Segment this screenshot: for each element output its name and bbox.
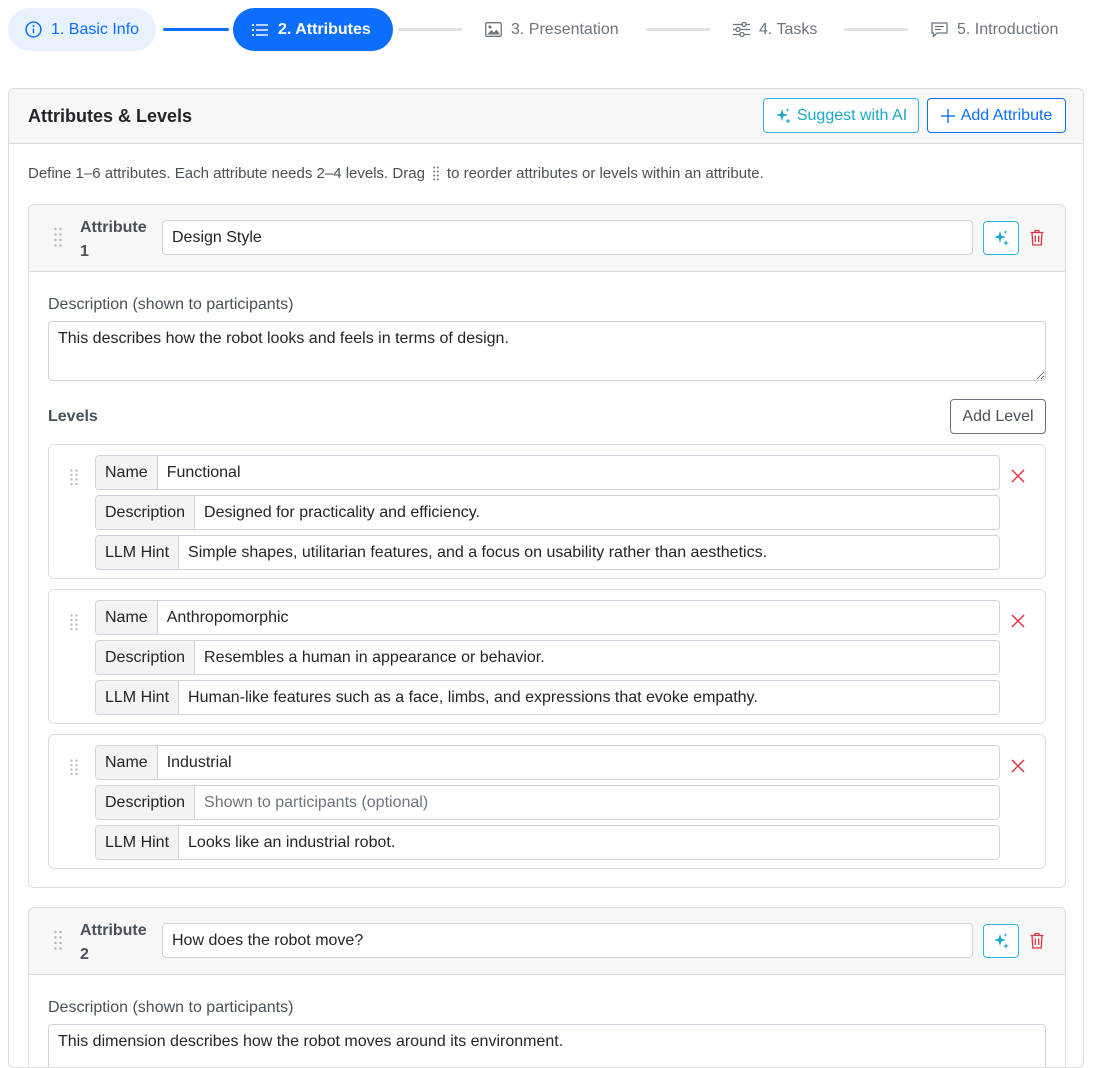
attribute-header — [29, 908, 1065, 975]
level-name-label: Name — [96, 601, 158, 634]
attribute-card — [28, 907, 1066, 1068]
chat-icon — [930, 21, 948, 39]
step-connector — [844, 28, 908, 31]
close-icon — [1011, 614, 1025, 628]
level-card — [48, 589, 1046, 724]
step-label: 4. Tasks — [759, 20, 818, 38]
step-attributes[interactable] — [233, 8, 393, 51]
level-name-group — [95, 600, 1000, 635]
level-name-input[interactable] — [158, 456, 999, 489]
sparkle-icon — [993, 230, 1009, 246]
add-attribute-button[interactable] — [927, 98, 1066, 133]
levels-label: Levels — [48, 408, 98, 425]
attribute-ai-suggest-button[interactable] — [983, 924, 1019, 958]
level-description-label: Description — [96, 496, 195, 529]
step-connector — [398, 28, 462, 31]
level-hint-input[interactable] — [179, 826, 999, 859]
image-icon — [484, 21, 502, 39]
level-hint-label: LLM Hint — [96, 826, 179, 859]
remove-level-button[interactable] — [1009, 467, 1027, 485]
trash-icon — [1030, 229, 1044, 246]
level-description-label: Description — [96, 641, 195, 674]
description-label: Description (shown to participants) — [48, 999, 294, 1016]
step-label: 2. Attributes — [278, 20, 371, 38]
sliders-icon — [732, 21, 750, 39]
level-card — [48, 734, 1046, 869]
level-description-input[interactable] — [195, 496, 999, 529]
level-description-label: Description — [96, 786, 195, 819]
sparkle-icon — [993, 933, 1009, 949]
drag-handle-icon[interactable] — [70, 759, 78, 775]
level-description-input[interactable] — [195, 786, 999, 819]
trash-icon — [1030, 932, 1044, 949]
level-hint-group — [95, 680, 1000, 715]
level-description-group — [95, 785, 1000, 820]
attribute-label: Attribute 2 — [80, 922, 147, 963]
level-hint-label: LLM Hint — [96, 536, 179, 569]
level-name-label: Name — [96, 456, 158, 489]
attributes-card — [8, 88, 1084, 1068]
step-basic-info[interactable] — [8, 8, 156, 51]
level-name-group — [95, 455, 1000, 490]
plus-icon — [941, 109, 955, 123]
list-icon — [251, 21, 269, 39]
grip-icon — [433, 166, 439, 181]
step-introduction[interactable] — [926, 8, 1062, 51]
close-icon — [1011, 759, 1025, 773]
step-connector — [163, 28, 229, 31]
delete-attribute-button[interactable] — [1028, 930, 1046, 950]
description-label: Description (shown to participants) — [48, 296, 294, 313]
level-name-input[interactable] — [158, 601, 999, 634]
attribute-description-input[interactable] — [48, 321, 1046, 381]
suggest-with-ai-button[interactable] — [763, 98, 919, 133]
info-icon — [24, 21, 42, 39]
remove-level-button[interactable] — [1009, 612, 1027, 630]
close-icon — [1011, 469, 1025, 483]
attribute-name-input[interactable] — [162, 923, 973, 958]
button-label: Suggest with AI — [796, 106, 908, 124]
level-hint-input[interactable] — [179, 536, 999, 569]
attribute-card — [28, 204, 1066, 888]
level-hint-input[interactable] — [179, 681, 999, 714]
level-name-group — [95, 745, 1000, 780]
level-hint-group — [95, 535, 1000, 570]
wizard-stepper — [8, 8, 1088, 52]
attribute-ai-suggest-button[interactable] — [983, 221, 1019, 255]
delete-attribute-button[interactable] — [1028, 227, 1046, 247]
card-header — [9, 89, 1083, 144]
help-text: Define 1–6 attributes. Each attribute needs 2–4 levels. Drag to reorder attributes or levels within an attribute. — [28, 165, 764, 182]
attribute-name-input[interactable] — [162, 220, 973, 255]
step-connector — [646, 28, 710, 31]
remove-level-button[interactable] — [1009, 757, 1027, 775]
attribute-description-input[interactable] — [48, 1024, 1046, 1068]
step-label: 5. Introduction — [957, 20, 1059, 38]
level-name-label: Name — [96, 746, 158, 779]
level-description-group — [95, 640, 1000, 675]
level-hint-group — [95, 825, 1000, 860]
drag-handle-icon[interactable] — [54, 930, 62, 952]
level-name-input[interactable] — [158, 746, 999, 779]
step-presentation[interactable] — [480, 8, 623, 51]
button-label: Add Attribute — [960, 106, 1053, 124]
level-hint-label: LLM Hint — [96, 681, 179, 714]
level-description-input[interactable] — [195, 641, 999, 674]
level-card — [48, 444, 1046, 579]
drag-handle-icon[interactable] — [54, 227, 62, 249]
drag-handle-icon[interactable] — [70, 469, 78, 485]
drag-handle-icon[interactable] — [70, 614, 78, 630]
step-label: 3. Presentation — [511, 20, 619, 38]
step-tasks[interactable] — [728, 8, 821, 51]
attribute-label: Attribute 1 — [80, 219, 147, 260]
card-title: Attributes & Levels — [28, 106, 193, 126]
step-label: 1. Basic Info — [51, 20, 140, 38]
attribute-header — [29, 205, 1065, 272]
level-description-group — [95, 495, 1000, 530]
sparkle-icon — [775, 108, 791, 124]
add-level-button[interactable]: Add Level — [950, 399, 1046, 434]
